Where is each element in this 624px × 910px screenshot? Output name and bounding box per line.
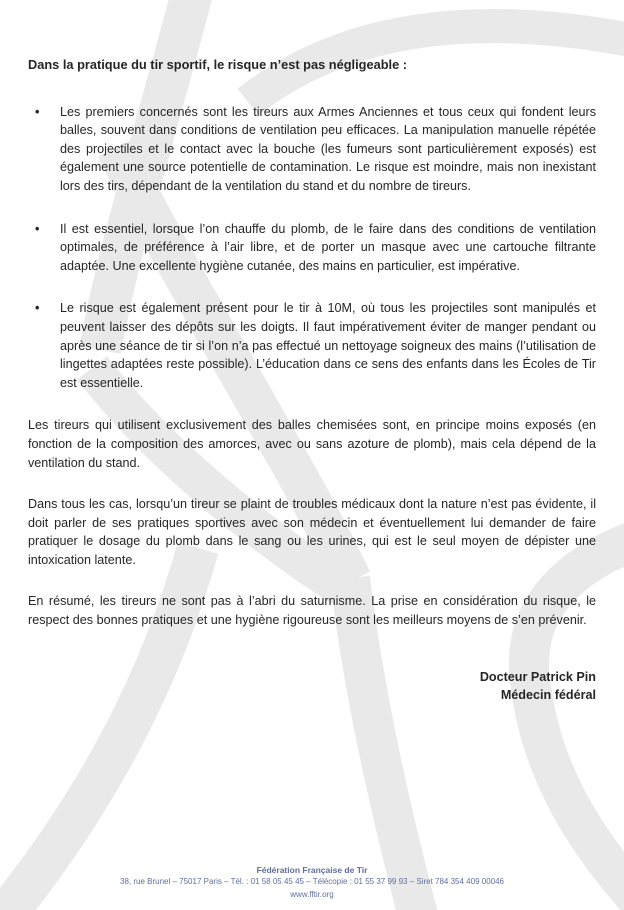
bullet-item	[28, 103, 596, 196]
footer-organization: Fédération Française de Tir	[256, 864, 368, 875]
footer-address: 38, rue Brunel – 75017 Paris – Tél. : 01 58 05 45 45 – Télécopie : 01 55 37 99 93 – Siret 784 354 409 00046	[120, 877, 504, 886]
bullet-text: Le risque est également présent pour le tir à 10M, où tous les projectiles sont manipulés et peuvent laisser des dépôts sur les doigts. Il faut impérativement éviter de manger pendant ou après une séance de tir si l’on n’a pas effectué un nettoyage soigneux des mains (l’utilisation de lingettes adaptées reste possible). L’éducation dans ce sens des enfants dans les Écoles de Tir est essentielle.	[60, 301, 596, 390]
bullet-item	[28, 299, 596, 392]
letterhead-footer	[0, 864, 624, 902]
bullet-list	[28, 103, 596, 393]
bullet-text: Il est essentiel, lorsque l’on chauffe du plomb, de le faire dans des conditions de ventilation optimales, de préférence à l’air libre, et de porter un masque avec une cartouche filtrante adaptée. Une excellente hygiène cutanée, des mains en particulier, est impérative.	[60, 221, 596, 273]
paragraph: En résumé, les tireurs ne sont pas à l’abri du saturnisme. La prise en considération du risque, le respect des bonnes pratiques et une hygiène rigoureuse sont les meilleurs moyens de s’en prévenir.	[28, 594, 596, 628]
bullet-marker: •	[35, 301, 40, 316]
document-title: Dans la pratique du tir sportif, le risque n’est pas négligeable :	[28, 57, 408, 72]
signature-role: Médecin fédéral	[500, 688, 596, 703]
bullet-item	[28, 220, 596, 276]
footer-website: www.fftir.org	[290, 889, 334, 899]
bullet-marker: •	[35, 104, 40, 119]
bullet-marker: •	[35, 221, 40, 236]
signature-block	[28, 668, 596, 705]
paragraph: Les tireurs qui utilisent exclusivement des balles chemisées sont, en principe moins exposés (en fonction de la composition des amorces, avec ou sans azoture de plomb), mais cela dépend de la ventilation du stand.	[28, 418, 596, 470]
paragraph: Dans tous les cas, lorsqu’un tireur se plaint de troubles médicaux dont la nature n’est pas évidente, il doit parler de ses pratiques sportives avec son médecin et éventuellement lui demander de faire pratiquer le dosage du plomb dans le sang ou les urines, qui est le seul moyen de dépister une intoxication latente.	[28, 497, 596, 567]
bullet-text: Les premiers concernés sont les tireurs aux Armes Anciennes et tous ceux qui fondent leurs balles, souvent dans conditions de ventilation peu efficaces. La manipulation manuelle répétée des projectiles et le contact avec la bouche (les fumeurs sont particulièrement exposés) est également une source potentielle de contamination. Le risque est moindre, mais non inexistant lors des tirs, dépendant de la ventilation du stand et du nombre de tireurs.	[60, 104, 596, 193]
signature-name: Docteur Patrick Pin	[479, 669, 596, 684]
